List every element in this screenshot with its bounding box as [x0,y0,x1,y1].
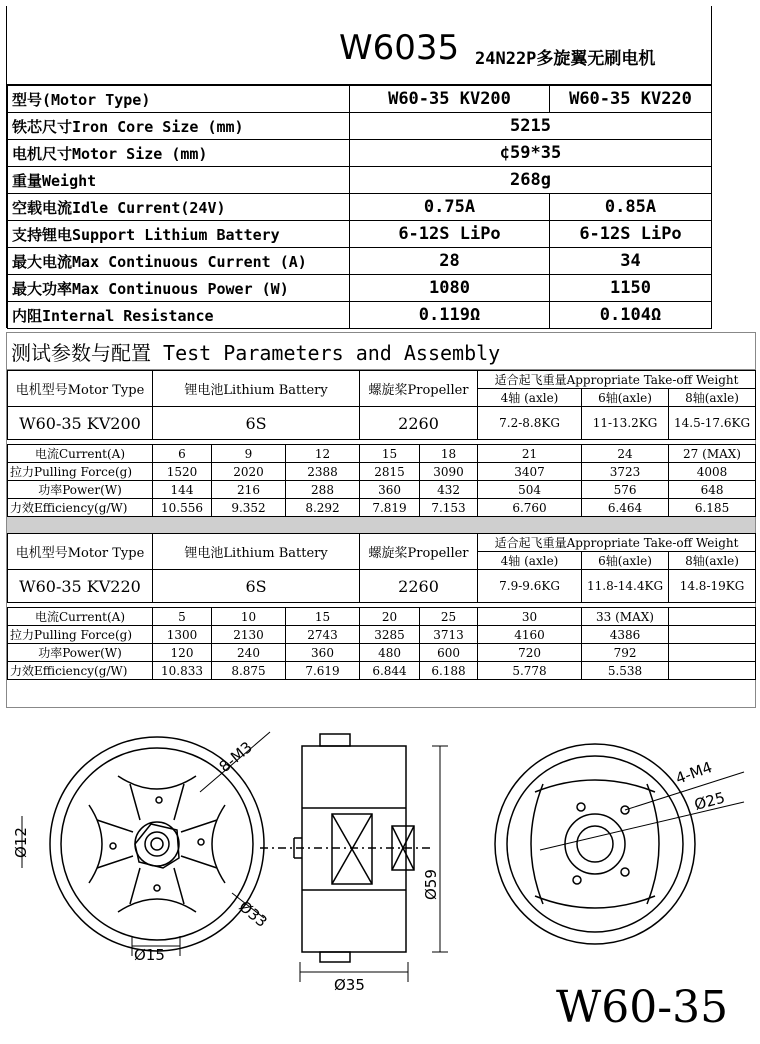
table-cell [669,644,756,662]
table-cell: 10.556 [153,499,212,517]
dim-d35: Ø35 [334,976,365,994]
battery-header: 锂电池Lithium Battery [153,371,360,407]
current-row [8,608,756,626]
force-row [8,463,756,481]
axle8-header: 8轴(axle) [669,389,756,407]
propeller-value: 2260 [360,570,478,603]
battery-value: 6S [153,407,360,440]
row-label: 力效Efficiency(g/W) [8,662,153,680]
table-cell [669,626,756,644]
axle6-header: 6轴(axle) [582,389,669,407]
table-cell: 720 [478,644,582,662]
efficiency-row [8,662,756,680]
row-label: 拉力Pulling Force(g) [8,463,153,481]
table-cell: 12 [286,445,360,463]
power-row [8,644,756,662]
spec-value-kv220: 0.85A [550,194,712,221]
spec-row [8,248,712,275]
table-cell: 27 (MAX) [669,445,756,463]
table-cell: 3713 [420,626,478,644]
dim-d15: Ø15 [134,946,165,964]
table-cell: 504 [478,481,582,499]
config-row [8,570,756,603]
spec-label: 重量Weight [8,167,350,194]
rear-view-drawing [495,744,695,944]
table-cell: 3723 [582,463,669,481]
table-cell [669,608,756,626]
test-parameters-section [6,332,756,708]
spec-value-kv220: 0.104Ω [550,302,712,329]
header-row [8,371,756,389]
spec-value-kv200: 0.119Ω [350,302,550,329]
row-label: 功率Power(W) [8,644,153,662]
motor-model-title: W6035 [339,28,460,68]
table-cell: 33 (MAX) [582,608,669,626]
table-cell: 20 [360,608,420,626]
side-view-drawing [260,734,430,962]
table-cell: 120 [153,644,212,662]
spec-label: 型号(Motor Type) [8,86,350,113]
motor-model: W60-35 KV200 [8,407,153,440]
weight-4axle: 7.2-8.8KG [478,407,582,440]
motor-type-header: 电机型号Motor Type [8,371,153,407]
weight-6axle: 11.8-14.4KG [582,570,669,603]
current-row [8,445,756,463]
table-cell: 6.844 [360,662,420,680]
table-cell: 2388 [286,463,360,481]
row-label: 电流Current(A) [8,608,153,626]
table-cell: 6.760 [478,499,582,517]
motor-subtitle: 24N22P多旋翼无刷电机 [475,49,656,69]
battery-header: 锂电池Lithium Battery [153,534,360,570]
spec-label: 电机尺寸Motor Size (mm) [8,140,350,167]
spec-value-kv220: 6-12S LiPo [550,221,712,248]
dim-8-m3: 8-M3 [215,738,256,776]
row-label: 力效Efficiency(g/W) [8,499,153,517]
spec-row [8,86,712,113]
propeller-value: 2260 [360,407,478,440]
spec-value-kv200: 6-12S LiPo [350,221,550,248]
table-cell: 1520 [153,463,212,481]
spec-label: 支持锂电Support Lithium Battery [8,221,350,248]
axle8-header: 8轴(axle) [669,552,756,570]
table-cell: 3285 [360,626,420,644]
spec-table [6,6,712,328]
table-cell: 8.292 [286,499,360,517]
spec-value-kv200: W60-35 KV200 [350,86,550,113]
spec-value-kv200: 28 [350,248,550,275]
spec-row [8,113,712,140]
spec-value: 268g [350,167,712,194]
row-label: 拉力Pulling Force(g) [8,626,153,644]
table-cell: 648 [669,481,756,499]
section-divider [7,517,755,533]
table-cell: 30 [478,608,582,626]
dim-d59: Ø59 [422,869,440,900]
kv200-params-table [7,370,756,517]
table-cell: 4386 [582,626,669,644]
table-cell: 240 [212,644,286,662]
table-cell: 600 [420,644,478,662]
dim-d25: Ø25 [692,788,727,814]
table-cell: 4008 [669,463,756,481]
dim-4-m4: 4-M4 [673,758,715,788]
spec-grid [7,85,712,329]
spec-row [8,194,712,221]
table-cell: 7.619 [286,662,360,680]
propeller-header: 螺旋桨Propeller [360,371,478,407]
table-cell: 8.875 [212,662,286,680]
table-cell: 432 [420,481,478,499]
header-row [8,534,756,552]
table-cell: 1300 [153,626,212,644]
spec-label: 最大电流Max Continuous Current (A) [8,248,350,275]
spec-value: 5215 [350,113,712,140]
table-cell: 25 [420,608,478,626]
kv220-params-table [7,533,756,680]
table-cell: 6 [153,445,212,463]
table-cell: 18 [420,445,478,463]
takeoff-weight-header: 适合起飞重量Appropriate Take-off Weight [478,534,756,552]
axle6-header: 6轴(axle) [582,552,669,570]
spec-value-kv200: 1080 [350,275,550,302]
propeller-header: 螺旋桨Propeller [360,534,478,570]
spec-label: 空载电流Idle Current(24V) [8,194,350,221]
force-row [8,626,756,644]
spec-label: 铁芯尺寸Iron Core Size (mm) [8,113,350,140]
spec-title-bar [7,6,711,85]
spec-value: ¢59*35 [350,140,712,167]
takeoff-weight-header: 适合起飞重量Appropriate Take-off Weight [478,371,756,389]
table-cell: 360 [286,644,360,662]
table-cell: 2743 [286,626,360,644]
table-cell: 10.833 [153,662,212,680]
spec-label: 内阻Internal Resistance [8,302,350,329]
table-cell [669,662,756,680]
params-title: 测试参数与配置 Test Parameters and Assembly [7,333,755,370]
table-cell: 9 [212,445,286,463]
table-cell: 6.464 [582,499,669,517]
table-cell: 15 [286,608,360,626]
config-row [8,407,756,440]
spec-row [8,275,712,302]
dim-d12: Ø12 [12,827,30,858]
row-label: 功率Power(W) [8,481,153,499]
table-cell: 2020 [212,463,286,481]
row-label: 电流Current(A) [8,445,153,463]
table-cell: 360 [360,481,420,499]
table-cell: 4160 [478,626,582,644]
table-cell: 6.185 [669,499,756,517]
table-cell: 3407 [478,463,582,481]
table-cell: 480 [360,644,420,662]
efficiency-row [8,499,756,517]
table-cell: 3090 [420,463,478,481]
drawing-model-label: W60-35 [556,982,729,1033]
axle4-header: 4轴 (axle) [478,552,582,570]
dim-d33: Ø33 [235,897,271,931]
axle4-header: 4轴 (axle) [478,389,582,407]
table-cell: 5.778 [478,662,582,680]
spec-value-kv220: 1150 [550,275,712,302]
table-cell: 9.352 [212,499,286,517]
table-cell: 21 [478,445,582,463]
motor-model: W60-35 KV220 [8,570,153,603]
table-cell: 7.819 [360,499,420,517]
weight-6axle: 11-13.2KG [582,407,669,440]
power-row [8,481,756,499]
spec-row [8,140,712,167]
table-cell: 6.188 [420,662,478,680]
table-cell: 5 [153,608,212,626]
motor-type-header: 电机型号Motor Type [8,534,153,570]
table-cell: 288 [286,481,360,499]
table-cell: 216 [212,481,286,499]
table-cell: 7.153 [420,499,478,517]
table-cell: 10 [212,608,286,626]
battery-value: 6S [153,570,360,603]
table-cell: 144 [153,481,212,499]
spec-label: 最大功率Max Continuous Power (W) [8,275,350,302]
table-cell: 24 [582,445,669,463]
spec-value-kv220: 34 [550,248,712,275]
spec-row [8,167,712,194]
spec-value-kv200: 0.75A [350,194,550,221]
spec-row [8,221,712,248]
weight-8axle: 14.5-17.6KG [669,407,756,440]
table-cell: 2815 [360,463,420,481]
table-cell: 15 [360,445,420,463]
weight-8axle: 14.8-19KG [669,570,756,603]
table-cell: 5.538 [582,662,669,680]
spec-value-kv220: W60-35 KV220 [550,86,712,113]
weight-4axle: 7.9-9.6KG [478,570,582,603]
table-cell: 576 [582,481,669,499]
table-cell: 2130 [212,626,286,644]
spec-row [8,302,712,329]
table-cell: 792 [582,644,669,662]
